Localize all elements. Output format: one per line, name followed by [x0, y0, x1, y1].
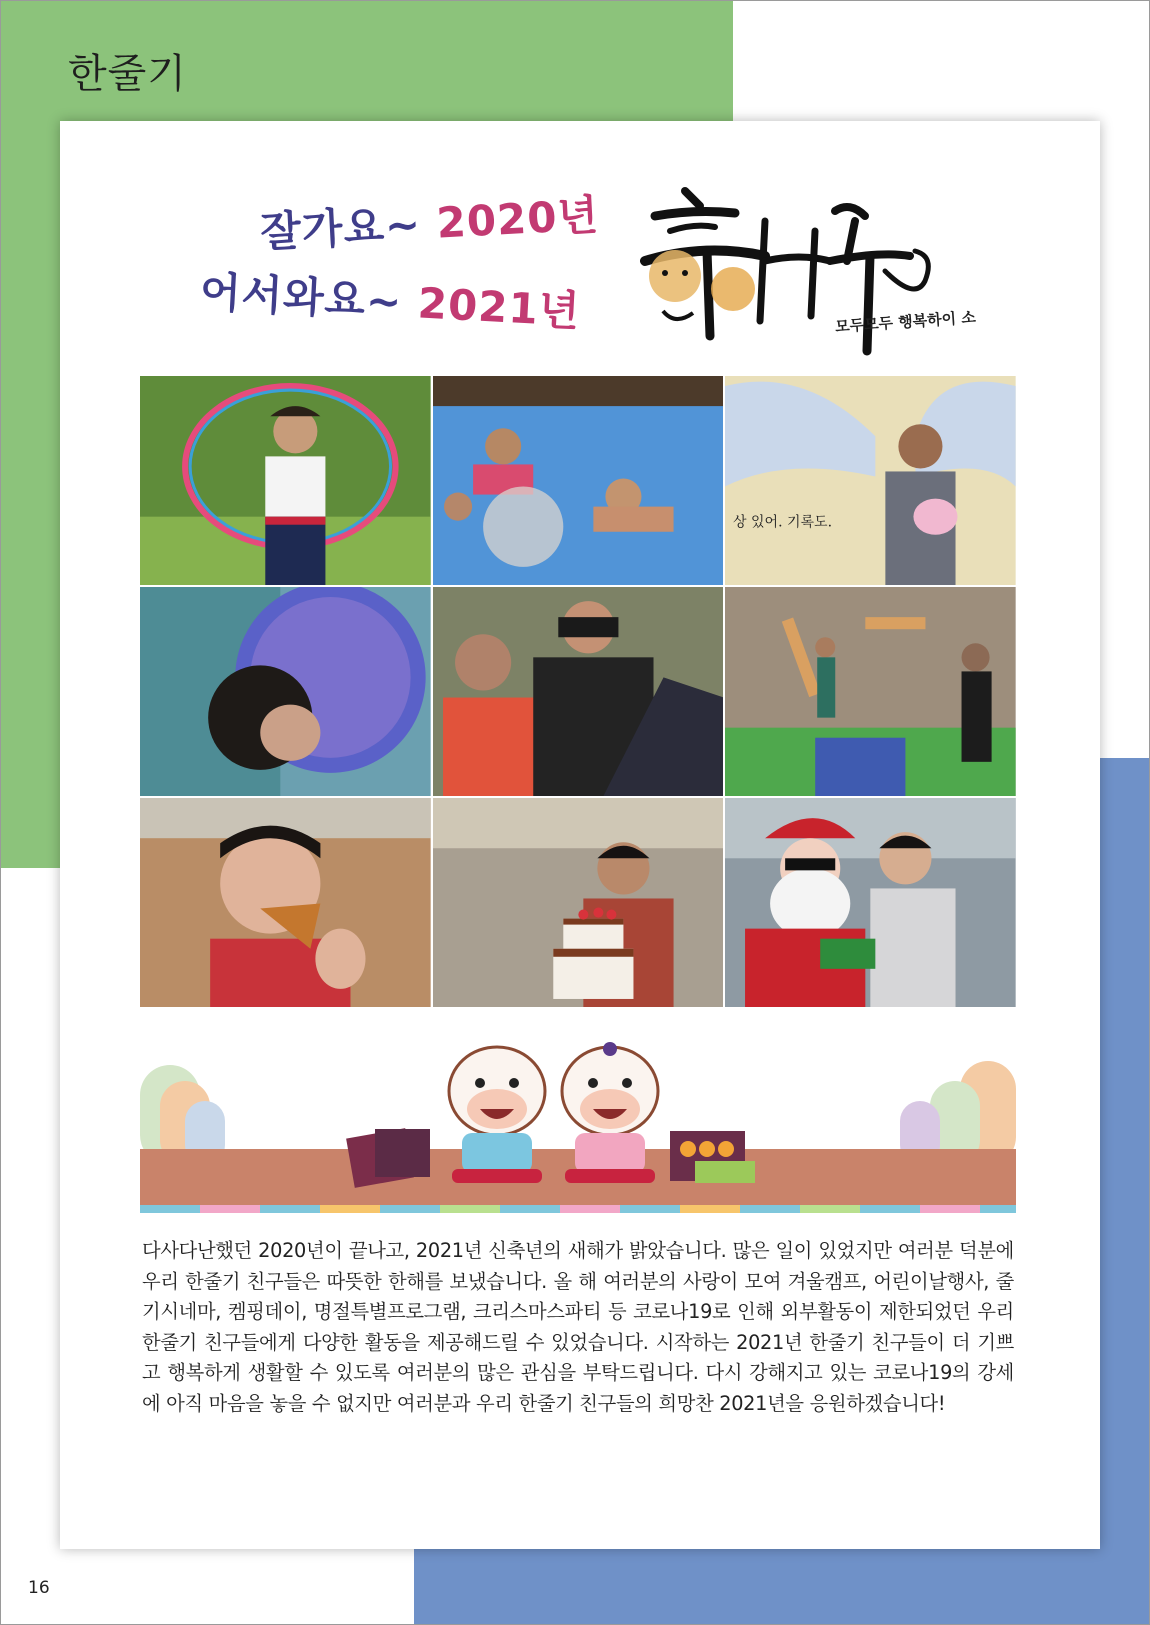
- ox-year-calligraphy-logo: [615, 161, 975, 361]
- greeting-line-2: [199, 259, 582, 339]
- photo-santa-party: [725, 798, 1016, 1007]
- section-title: 한줄기: [68, 51, 187, 97]
- greeting-line-2-prefix: 어서와요~: [198, 267, 404, 327]
- body-paragraph: 다사다난했던 2020년이 끝나고, 2021년 신축년의 새해가 밝았습니다. 많은 일이 있었지만 여러분 덕분에 우리 한줄기 친구들은 따뜻한 한해를 보냈습니다. 올 해 여러분의 사랑이 모여 겨울캠프, 어린이날행사, 줄기시네마, 켐핑데이, 명절특별프로그램, 크리스마스파티 등 코로나19로 인해 외부활동이 제한되었던 우리 한줄기 친구들에게 다양한 활동을 제공해드릴 수 있었습니다. 시작하는 2021년 한줄기 친구들이 더 기쁘고 행복하게 생활할 수 있도록 여러분의 많은 관심을 부탁드립니다. 다시 강해지고 있는 코로나19의 강세에 아직 마음을 놓을 수 없지만 여러분과 우리 한줄기 친구들의 희망찬 2021년을 응원하겠습니다!: [142, 1239, 1014, 1415]
- photo-collage: [140, 376, 1016, 1007]
- greeting-line-1-prefix: 잘가요~: [259, 199, 423, 257]
- logo-slogan: 모두모두 행복하이 소: [834, 308, 977, 336]
- ox-illustration: [140, 1021, 1016, 1221]
- calligraphy-art: [615, 161, 975, 361]
- page-number: 16: [28, 1578, 50, 1598]
- photo-caption: 상 있어. 기록도.: [733, 514, 833, 531]
- photo-hula-hoop: [140, 376, 431, 585]
- photo-gym-activity: [725, 587, 1016, 796]
- photo-eating-pizza: [140, 798, 431, 1007]
- ox-couple-banner: [140, 1021, 1016, 1221]
- photo-birthday-cake: [433, 798, 724, 1007]
- content-card: [60, 121, 1100, 1549]
- greeting-line-1-year: 2020년: [435, 190, 601, 248]
- greeting-line-1: [259, 182, 601, 260]
- photo-haircut: [433, 587, 724, 796]
- greeting-line-2-year: 2021년: [416, 278, 582, 336]
- photo-balloon-kiss: [140, 587, 431, 796]
- photo-swimming-pool: [433, 376, 724, 585]
- new-year-greeting: [200, 181, 650, 371]
- photo-wings-wall: [725, 376, 1016, 585]
